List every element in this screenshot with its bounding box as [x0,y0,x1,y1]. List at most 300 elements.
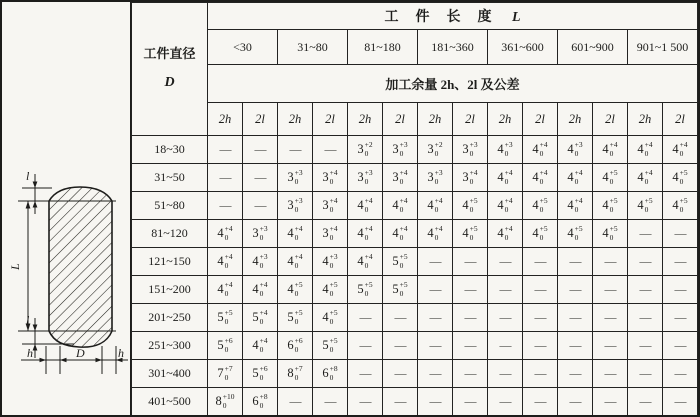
tolerance-value: 3 +4 0 [322,195,338,214]
table-row [132,360,698,388]
length-range-header: 31~80 [278,30,348,65]
empty-value-dash: — [394,394,406,408]
allowance-cell [628,136,663,164]
empty-value-dash: — [534,254,546,268]
tolerance-value: 3 +4 0 [462,167,478,186]
allowance-cell [243,136,278,164]
tolerance-value: 4 +4 0 [532,139,548,158]
allowance-cell [208,136,243,164]
tolerance-value: 3 +4 0 [392,167,408,186]
tolerance-value: 4 +4 0 [532,167,548,186]
tolerance-value: 4 +4 0 [602,139,618,158]
allowance-cell [488,136,523,164]
empty-value-dash: — [324,142,336,156]
table-row [132,388,698,416]
allowance-cell [348,164,383,192]
allowance-cell [663,304,698,332]
table-row [132,136,698,164]
tolerance-value: 3 +3 0 [287,167,303,186]
empty-value-dash: — [639,226,651,240]
empty-value-dash: — [359,366,371,380]
allowance-cell [208,360,243,388]
allowance-cell [628,248,663,276]
allowance-cell [348,332,383,360]
length-range-header: <30 [208,30,278,65]
empty-value-dash: — [429,394,441,408]
allowance-cell [208,304,243,332]
allowance-cell [558,332,593,360]
diameter-row-label: 251~300 [132,332,208,360]
allowance-cell [558,248,593,276]
subcolumn-header: 2h [558,103,593,136]
empty-value-dash: — [674,282,686,296]
allowance-cell [453,332,488,360]
allowance-cell [523,220,558,248]
subcolumn-header: 2l [453,103,488,136]
allowance-cell [348,248,383,276]
empty-value-dash: — [254,170,266,184]
allowance-cell [558,192,593,220]
tolerance-value: 5 +5 0 [217,307,233,326]
tolerance-value: 4 +5 0 [287,279,303,298]
allowance-cell [278,304,313,332]
workpiece-hatched-body [49,187,112,347]
tolerance-value: 4 +4 0 [357,251,373,270]
table-row [132,304,698,332]
empty-value-dash: — [429,254,441,268]
allowance-cell [663,192,698,220]
allowance-cell [313,220,348,248]
allowance-cell [348,220,383,248]
allowance-cell [628,332,663,360]
tolerance-value: 4 +5 0 [532,195,548,214]
empty-value-dash: — [219,142,231,156]
allowance-cell [453,136,488,164]
empty-value-dash: — [394,366,406,380]
arrow-icon [33,344,38,351]
allowance-cell [628,304,663,332]
tolerance-value: 4 +5 0 [567,223,583,242]
allowance-cell [523,164,558,192]
allowance-cell [243,192,278,220]
tolerance-value: 7 +7 0 [217,363,233,382]
allowance-cell [558,304,593,332]
empty-value-dash: — [639,338,651,352]
allowance-cell [593,388,628,416]
allowance-cell [628,276,663,304]
empty-value-dash: — [429,366,441,380]
allowance-cell [453,304,488,332]
empty-value-dash: — [499,394,511,408]
empty-value-dash: — [429,338,441,352]
tolerance-value: 4 +4 0 [252,335,268,354]
empty-value-dash: — [429,282,441,296]
empty-value-dash: — [639,254,651,268]
length-range-header: 601~900 [558,30,628,65]
tolerance-value: 4 +4 0 [252,279,268,298]
table-row [132,164,698,192]
workpiece-diagram-svg [2,2,130,415]
tolerance-value: 4 +5 0 [602,223,618,242]
allowance-cell [523,136,558,164]
empty-value-dash: — [639,310,651,324]
table-row [132,276,698,304]
allowance-cell [593,136,628,164]
diameter-row-label: 51~80 [132,192,208,220]
allowance-cell [348,192,383,220]
tolerance-value: 4 +4 0 [392,223,408,242]
length-symbol: L [511,10,521,25]
allowance-cell [488,332,523,360]
empty-value-dash: — [604,310,616,324]
empty-value-dash: — [569,282,581,296]
allowance-cell [488,388,523,416]
allowance-cell [663,136,698,164]
allowance-cell [243,276,278,304]
tolerance-value: 8 +10 0 [215,391,235,410]
allowance-cell [558,360,593,388]
allowance-cell [593,332,628,360]
tolerance-value: 4 +5 0 [322,307,338,326]
tolerance-value: 4 +4 0 [217,251,233,270]
arrow-icon [33,182,38,189]
allowance-cell [383,248,418,276]
workpiece-diagram-panel [2,2,131,415]
dim-label-l-top: l [26,169,30,183]
allowance-cell [453,276,488,304]
table-row [132,332,698,360]
arrow-icon [96,358,103,362]
tolerance-value: 4 +4 0 [497,195,513,214]
empty-value-dash: — [639,366,651,380]
allowance-cell [593,220,628,248]
allowance-cell [383,360,418,388]
subcolumn-header: 2h [488,103,523,136]
allowance-cell [243,304,278,332]
allowance-cell [663,220,698,248]
allowance-cell [313,332,348,360]
empty-value-dash: — [674,394,686,408]
subcolumn-header: 2h [628,103,663,136]
subcolumn-header: 2l [243,103,278,136]
empty-value-dash: — [604,338,616,352]
allowance-cell [523,360,558,388]
empty-value-dash: — [464,366,476,380]
diameter-symbol: D [164,75,175,91]
empty-value-dash: — [359,310,371,324]
allowance-cell [348,304,383,332]
arrow-icon [60,358,67,362]
allowance-cell [488,220,523,248]
tolerance-value: 5 +5 0 [322,335,338,354]
allowance-cell [453,360,488,388]
empty-value-dash: — [674,254,686,268]
empty-value-dash: — [254,198,266,212]
tolerance-value: 4 +4 0 [287,251,303,270]
empty-value-dash: — [254,142,266,156]
allowance-cell [663,332,698,360]
allowance-cell [313,192,348,220]
allowance-cell [663,164,698,192]
allowance-cell [453,220,488,248]
empty-value-dash: — [569,394,581,408]
allowance-cell [348,136,383,164]
length-range-header: 81~180 [348,30,418,65]
allowance-cell [418,332,453,360]
empty-value-dash: — [674,310,686,324]
empty-value-dash: — [639,282,651,296]
tolerance-value: 4 +4 0 [287,223,303,242]
allowance-cell [488,360,523,388]
allowance-cell [558,220,593,248]
tolerance-value: 5 +5 0 [287,307,303,326]
empty-value-dash: — [219,198,231,212]
diameter-header-text: 工件直径 [143,45,196,61]
tolerance-value: 3 +3 0 [392,139,408,158]
allowance-cell [383,332,418,360]
allowance-cell [663,248,698,276]
allowance-cell [593,164,628,192]
allowance-cell [208,332,243,360]
tolerance-value: 3 +2 0 [357,139,373,158]
subcolumn-header: 2l [313,103,348,136]
allowance-cell [523,276,558,304]
allowance-cell [418,304,453,332]
tolerance-value: 3 +3 0 [252,223,268,242]
diameter-row-label: 201~250 [132,304,208,332]
allowance-cell [383,304,418,332]
tolerance-value: 6 +6 0 [287,335,303,354]
tolerance-value: 4 +4 0 [357,195,373,214]
allowance-cell [523,304,558,332]
empty-value-dash: — [359,338,371,352]
tolerance-value: 4 +5 0 [672,167,688,186]
tolerance-value: 3 +2 0 [427,139,443,158]
allowance-cell [208,220,243,248]
empty-value-dash: — [604,394,616,408]
subcolumn-header: 2h [418,103,453,136]
allowance-cell [383,164,418,192]
empty-value-dash: — [534,366,546,380]
empty-value-dash: — [394,310,406,324]
tolerance-value: 5 +4 0 [252,307,268,326]
dim-label-h-left: h [27,346,33,360]
allowance-cell [488,276,523,304]
allowance-cell [313,360,348,388]
diameter-row-label: 301~400 [132,360,208,388]
table-body [132,136,698,416]
allowance-cell [418,220,453,248]
allowance-cell [348,276,383,304]
empty-value-dash: — [604,282,616,296]
tolerance-value: 3 +4 0 [322,167,338,186]
allowance-cell [558,276,593,304]
length-range-header: 361~600 [488,30,558,65]
diameter-row-label: 151~200 [132,276,208,304]
empty-value-dash: — [464,338,476,352]
subcolumn-header: 2h [208,103,243,136]
diameter-row-label: 18~30 [132,136,208,164]
allowance-cell [278,332,313,360]
subcolumn-header: 2l [593,103,628,136]
allowance-cell [453,192,488,220]
allowance-cell [418,248,453,276]
allowance-cell [453,164,488,192]
empty-value-dash: — [464,394,476,408]
tolerance-value: 4 +4 0 [497,167,513,186]
diameter-row-label: 121~150 [132,248,208,276]
empty-value-dash: — [674,226,686,240]
tolerance-value: 4 +4 0 [497,223,513,242]
dim-label-h-right: h [118,346,124,360]
allowance-cell [313,248,348,276]
allowance-cell [593,360,628,388]
arrow-icon [26,201,31,209]
allowance-cell [208,248,243,276]
tolerance-value: 4 +4 0 [637,139,653,158]
allowance-cell [523,248,558,276]
tolerance-value: 4 +5 0 [637,195,653,214]
allowance-table-wrap [131,2,698,415]
allowance-cell [558,136,593,164]
tolerance-value: 4 +4 0 [567,167,583,186]
tolerance-value: 4 +3 0 [567,139,583,158]
tolerance-value: 4 +4 0 [392,195,408,214]
allowance-cell [278,276,313,304]
empty-value-dash: — [534,282,546,296]
allowance-cell [593,276,628,304]
empty-value-dash: — [639,394,651,408]
empty-value-dash: — [499,254,511,268]
table-row [132,220,698,248]
empty-value-dash: — [674,366,686,380]
allowance-cell [243,388,278,416]
allowance-cell [488,304,523,332]
allowance-cell [278,388,313,416]
allowance-cell [383,220,418,248]
diameter-row-label: 81~120 [132,220,208,248]
allowance-cell [418,360,453,388]
allowance-cell [383,192,418,220]
allowance-cell [418,276,453,304]
allowance-cell [418,192,453,220]
empty-value-dash: — [289,142,301,156]
length-header-text: 工件长度 [384,10,509,25]
empty-value-dash: — [604,254,616,268]
allowance-cell [558,164,593,192]
dim-label-l-bottom: l [26,313,30,327]
allowance-cell [523,388,558,416]
allowance-cell [628,192,663,220]
empty-value-dash: — [569,366,581,380]
tolerance-value: 4 +4 0 [427,223,443,242]
empty-value-dash: — [534,394,546,408]
tolerance-value: 4 +4 0 [567,195,583,214]
arrow-icon [33,201,38,208]
empty-value-dash: — [219,170,231,184]
length-header-cell [208,3,698,30]
allowance-cell [663,276,698,304]
diameter-row-label: 31~50 [132,164,208,192]
tolerance-value: 5 +5 0 [392,279,408,298]
allowance-cell [208,164,243,192]
tolerance-value: 4 +4 0 [217,279,233,298]
allowance-cell [593,304,628,332]
empty-value-dash: — [674,338,686,352]
diameter-row-label: 401~500 [132,388,208,416]
allowance-cell [383,136,418,164]
allowance-cell [278,164,313,192]
table-row [132,192,698,220]
allowance-cell [243,164,278,192]
empty-value-dash: — [499,310,511,324]
allowance-cell [558,388,593,416]
allowance-cell [628,220,663,248]
tolerance-value: 4 +4 0 [672,139,688,158]
empty-value-dash: — [569,254,581,268]
subcolumn-header: 2h [348,103,383,136]
tolerance-value: 6 +8 0 [252,391,268,410]
empty-value-dash: — [499,366,511,380]
allowance-cell [628,164,663,192]
allowance-cell [488,164,523,192]
allowance-cell [348,360,383,388]
arrow-icon [33,325,38,332]
tolerance-value: 3 +3 0 [427,167,443,186]
tolerance-value: 4 +3 0 [252,251,268,270]
tolerance-value: 4 +5 0 [532,223,548,242]
allowance-cell [243,332,278,360]
allowance-cell [628,360,663,388]
allowance-cell [278,360,313,388]
allowance-cell [383,276,418,304]
length-range-row [132,30,698,65]
tolerance-value: 4 +5 0 [672,195,688,214]
subcolumn-header: 2h [278,103,313,136]
allowance-cell [488,192,523,220]
empty-value-dash: — [289,394,301,408]
table-row [132,248,698,276]
length-range-header: 901~1 500 [628,30,698,65]
allowance-cell [523,332,558,360]
empty-value-dash: — [359,394,371,408]
tolerance-value: 4 +4 0 [217,223,233,242]
tolerance-value: 4 +3 0 [497,139,513,158]
allowance-cell [243,360,278,388]
empty-value-dash: — [429,310,441,324]
allowance-cell [208,276,243,304]
allowance-cell [313,304,348,332]
allowance-cell [208,192,243,220]
allowance-cell [663,360,698,388]
tolerance-value: 4 +5 0 [462,195,478,214]
allowance-cell [278,220,313,248]
subcolumn-header: 2l [383,103,418,136]
allowance-cell [383,388,418,416]
allowance-cell [208,388,243,416]
empty-value-dash: — [534,310,546,324]
subcolumn-header-row [132,103,698,136]
empty-value-dash: — [499,338,511,352]
tolerance-value: 4 +5 0 [602,167,618,186]
allowance-cell [278,192,313,220]
tolerance-value: 8 +7 0 [287,363,303,382]
allowance-cell [348,388,383,416]
dim-label-D: D [76,346,85,360]
allowance-cell [313,136,348,164]
dim-label-L: L [8,263,22,270]
tolerance-value: 3 +3 0 [287,195,303,214]
